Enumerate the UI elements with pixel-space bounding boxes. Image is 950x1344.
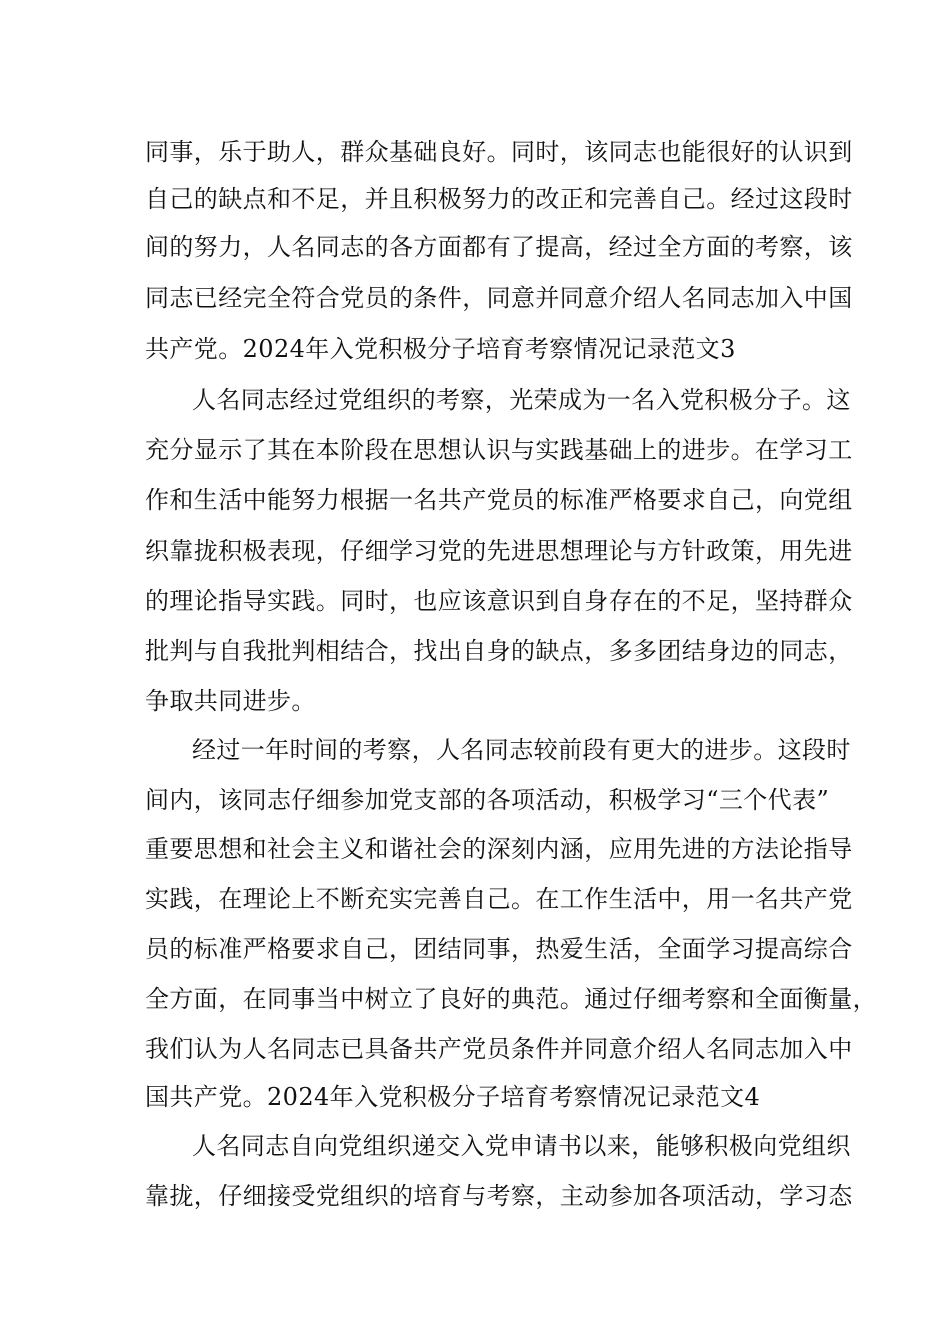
text-line: 批判与自我批判相结合，找出自身的缺点，多多团结身边的同志， [145, 637, 853, 665]
text-line: 间的努力，人名同志的各方面都有了提高，经过全方面的考察，该 [145, 233, 853, 261]
text-line: 国共产党。2024年入党积极分子培育考察情况记录范文4 [145, 1083, 761, 1111]
text-line: 我们认为人名同志已具备共产党员条件并同意介绍人名同志加入中 [145, 1035, 853, 1063]
text-line: 织靠拢积极表现，仔细学习党的先进思想理论与方针政策，用先进 [145, 537, 853, 565]
text-line: 全方面，在同事当中树立了良好的典范。通过仔细考察和全面衡量， [145, 985, 877, 1013]
text-line: 间内，该同志仔细参加党支部的各项活动，积极学习“三个代表” [145, 786, 830, 814]
text-line: 员的标准严格要求自己，团结同事，热爱生活，全面学习提高综合 [145, 935, 853, 963]
text-line: 重要思想和社会主义和谐社会的深刻内涵，应用先进的方法论指导 [145, 835, 853, 863]
text-line: 同事，乐于助人，群众基础良好。同时，该同志也能很好的认识到 [145, 138, 853, 166]
text-line: 共产党。2024年入党积极分子培育考察情况记录范文3 [145, 335, 736, 363]
text-line: 的理论指导实践。同时，也应该意识到自身存在的不足，坚持群众 [145, 587, 853, 615]
text-line: 经过一年时间的考察，人名同志较前段有更大的进步。这段时 [192, 736, 851, 764]
text-line: 自己的缺点和不足，并且积极努力的改正和完善自己。经过这段时 [145, 185, 853, 213]
text-line: 靠拢，仔细接受党组织的培育与考察，主动参加各项活动，学习态 [145, 1182, 853, 1210]
text-line: 同志已经完全符合党员的条件，同意并同意介绍人名同志加入中国 [145, 284, 853, 312]
text-line: 争取共同进步。 [145, 687, 316, 715]
text-line: 人名同志自向党组织递交入党申请书以来，能够积极向党组织 [192, 1132, 851, 1160]
text-line: 作和生活中能努力根据一名共产党员的标准严格要求自己，向党组 [145, 486, 853, 514]
text-line: 人名同志经过党组织的考察，光荣成为一名入党积极分子。这 [192, 386, 851, 414]
text-line: 实践，在理论上不断充实完善自己。在工作生活中，用一名共产党 [145, 885, 853, 913]
text-line: 充分显示了其在本阶段在思想认识与实践基础上的进步。在学习工 [145, 436, 853, 464]
